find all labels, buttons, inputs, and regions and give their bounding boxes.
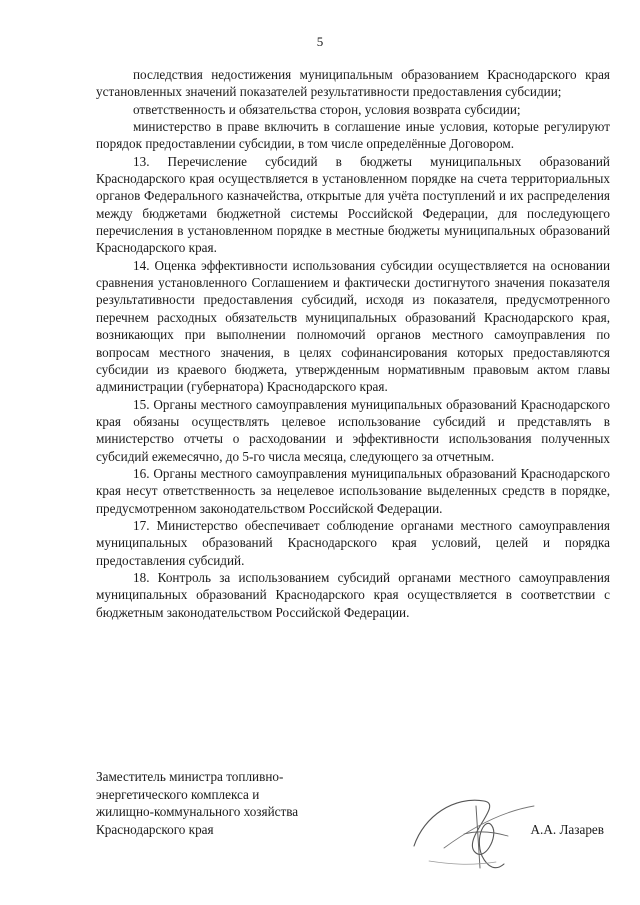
- paragraph-15: 15. Органы местного самоуправления муниципальных образований Краснодарского края обязаны осуществлять целевое использование субсидий и представлять в министерство отчеты о расходовании и эффективности использования полученных субсидий ежемесячно, до 5-го числа месяца, следующего за отчетным.: [96, 396, 610, 464]
- paragraph: последствия недостижения муниципальным образованием Краснодарского края установленных значений показателей результативности предоставления субсидии;: [96, 67, 610, 100]
- paragraph-16: 16. Органы местного самоуправления муниципальных образований Краснодарского края несут ответственность за нецелевое использование выделенных средств в порядке, предусмотренном законодательством Российской Федерации.: [96, 465, 610, 516]
- signatory-name: А.А. Лазарев: [530, 822, 604, 837]
- paragraph-18: 18. Контроль за использованием субсидий органами местного самоуправления муниципальных образований Краснодарского края осуществляется в соответствии с бюджетным законодательством Российской Федерации.: [96, 569, 610, 620]
- signatory-position-line: энергетического комплекса и: [96, 786, 260, 802]
- paragraph: министерство в праве включить в соглашение иные условия, которые регулируют порядок предоставлении субсидии, в том числе определённые Договором.: [96, 119, 610, 152]
- document-body: [96, 66, 610, 621]
- paragraph: ответственность и обязательства сторон, условия возврата субсидии;: [133, 101, 521, 117]
- signatory-position-line: Краснодарского края: [96, 821, 214, 837]
- handwritten-signature: [404, 776, 544, 876]
- paragraph-17: 17. Министерство обеспечивает соблюдение органами местного самоуправления муниципальных образований Краснодарского края условий, целей и порядка предоставления субсидий.: [96, 517, 610, 568]
- page-number: 5: [316, 34, 324, 49]
- paragraph-14: 14. Оценка эффективности использования субсидии осуществляется на основании сравнения установленного Соглашением и фактически достигнутого значения показателя результативности предоставления субсидий, исходя из показателя, предусмотренного перечнем расходных обязательств муниципальных образований Краснодарского края, возникающих при выполнении полномочий органов местного самоуправления по вопросам местного значения, в целях софинансирования которых предоставляются субсидии из краевого бюджета, утвержденным нормативным правовым актом главы администрации (губернатора) Краснодарского края.: [96, 257, 610, 395]
- paragraph-13: 13. Перечисление субсидий в бюджеты муниципальных образований Краснодарского края осуществляется в установленном порядке на счета территориальных органов Федерального казначейства, открытые для учёта поступлений и их распределения между бюджетами бюджетной системы Российской Федерации, для последующего перечисления в установленном порядке в местные бюджеты муниципальных образований Краснодарского края.: [96, 153, 610, 256]
- signatory-position-line: жилищно-коммунального хозяйства: [96, 804, 299, 820]
- signatory-position-line: Заместитель министра топливно-: [96, 769, 284, 784]
- signature-block: [96, 768, 610, 878]
- signatory-position: [96, 768, 396, 838]
